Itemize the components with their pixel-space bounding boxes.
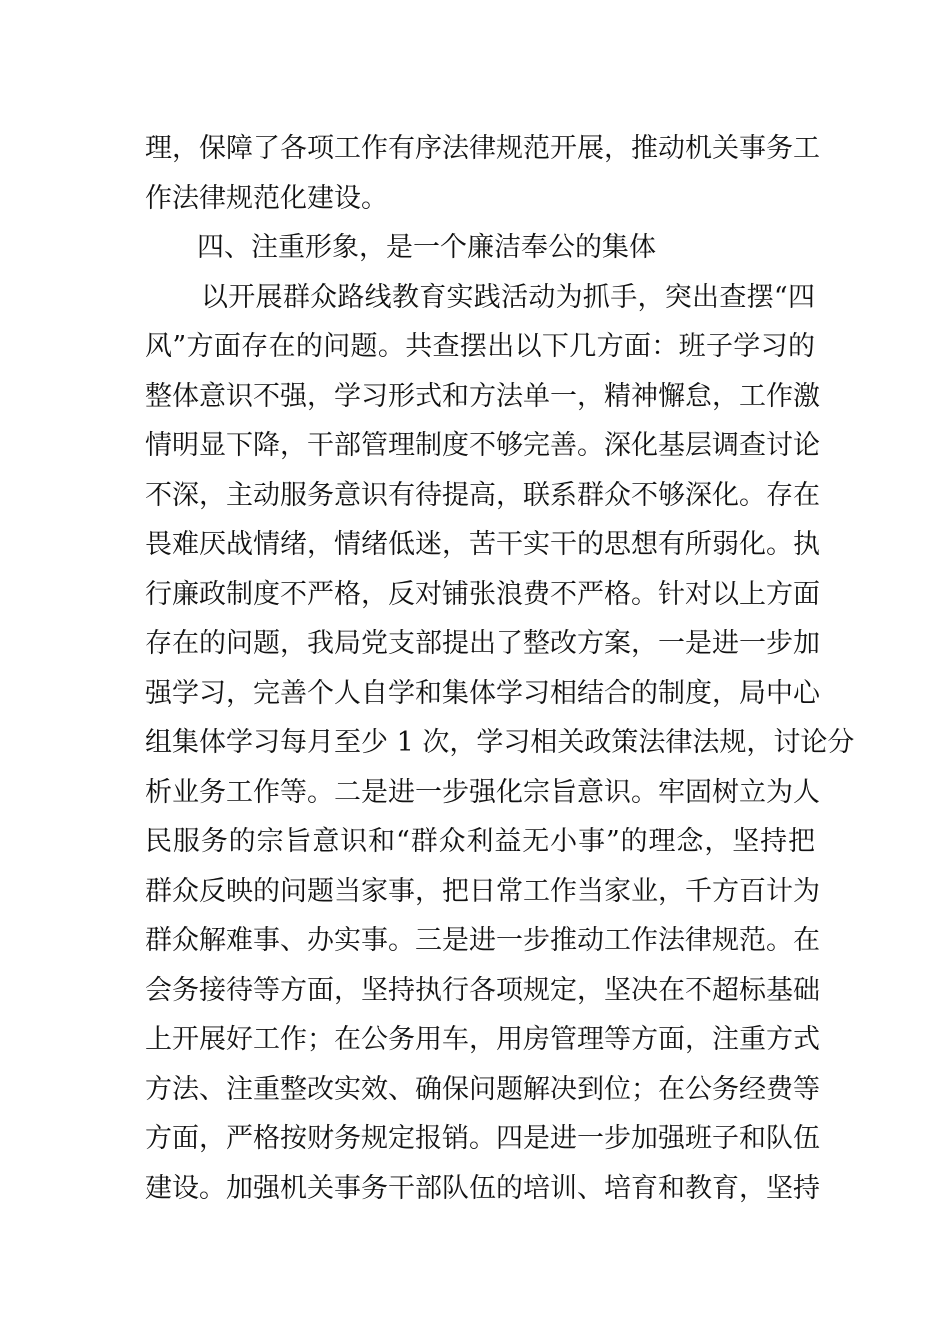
text-line: 整体意识不强，学习形式和方法单一，精神懈怠，工作激 (145, 380, 820, 412)
text-line: 群众反映的问题当家事，把日常工作当家业，千方百计为 (145, 875, 820, 907)
text-line: 方法、注重整改实效、确保问题解决到位；在公务经费等 (145, 1073, 820, 1105)
text-line: 民服务的宗旨意识和“群众利益无小事”的理念，坚持把 (145, 826, 815, 857)
text-line: 组集体学习每月至少 1 次，学习相关政策法律法规，讨论分 (145, 727, 855, 758)
text-line: 强学习，完善个人自学和集体学习相结合的制度，局中心 (145, 677, 820, 709)
text-line: 风”方面存在的问题。共查摆出以下几方面：班子学习的 (145, 331, 815, 362)
text-line: 情明显下降，干部管理制度不够完善。深化基层调查讨论 (145, 430, 820, 461)
text-line: 畏难厌战情绪，情绪低迷，苦干实干的思想有所弱化。执 (145, 529, 820, 560)
text-line: 行廉政制度不严格，反对铺张浪费不严格。针对以上方面 (145, 578, 820, 610)
text-line: 群众解难事、办实事。三是进一步推动工作法律规范。在 (145, 925, 820, 956)
text-line: 析业务工作等。二是进一步强化宗旨意识。牢固树立为人 (145, 776, 820, 808)
text-line: 会务接待等方面，坚持执行各项规定，坚决在不超标基础 (145, 974, 820, 1006)
text-line: 方面，严格按财务规定报销。四是进一步加强班子和队伍 (145, 1123, 820, 1154)
text-line: 建设。加强机关事务干部队伍的培训、培育和教育，坚持 (145, 1172, 820, 1204)
text-line: 作法律规范化建设。 (145, 182, 388, 214)
text-line: 理，保障了各项工作有序法律规范开展，推动机关事务工 (145, 133, 820, 164)
text-line: 存在的问题，我局党支部提出了整改方案，一是进一步加 (145, 628, 820, 659)
section-heading: 四、注重形象，是一个廉洁奉公的集体 (197, 232, 656, 263)
text-line: 上开展好工作；在公务用车，用房管理等方面，注重方式 (145, 1024, 820, 1055)
text-line: 以开展群众路线教育实践活动为抓手，突出查摆“四 (201, 281, 815, 313)
text-line: 不深，主动服务意识有待提高，联系群众不够深化。存在 (145, 479, 820, 511)
